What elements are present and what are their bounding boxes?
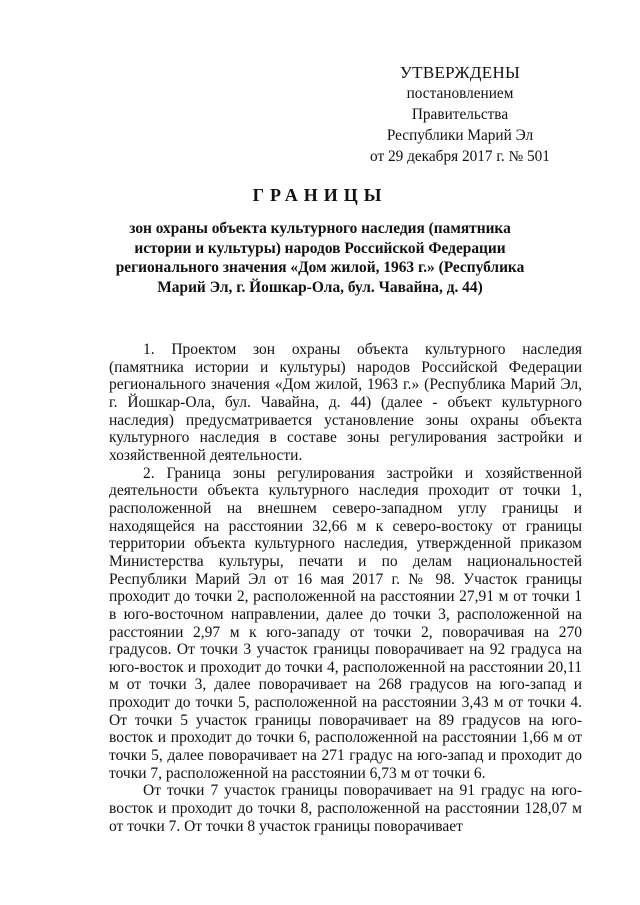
- document-heading: ГРАНИЦЫ: [252, 185, 388, 205]
- approval-line-resolution: постановлением Правительства: [406, 85, 514, 123]
- paragraph-3: От точки 7 участок границы поворачивает на 91 градус на юго-восток и проходит до точки 8, расположенной на расстоянии 128,07 м от точки 7. От точки 8 участок границы поворачивает: [109, 782, 582, 835]
- document-body: [109, 341, 582, 835]
- document-subtitle: зон охраны объекта культурного наследия (памятника истории и культуры) народов Российской Федерации регионального значения «Дом жилой, 1963 г.» (Республика Марий Эл, г. Йошкар-Ола, бул. Чавайна, д. 44): [115, 220, 525, 296]
- approval-line-government: Республики Марий Эл: [386, 127, 534, 144]
- approval-line-date-number: от 29 декабря 2017 г. № 501: [370, 148, 550, 165]
- approval-title: УТВЕРЖДЕНЫ: [399, 63, 521, 82]
- approval-block: [360, 62, 560, 167]
- paragraph-2: 2. Граница зоны регулирования застройки и хозяйственной деятельности объекта культурного наследия проходит от точки 1, расположенной на внешнем северо-западном углу границы и находящейся на расстоянии 32,66 м к северо-востоку от границы территории объекта культурного наследия, утвержденной приказом Министерства культуры, печати и по делам национальностей Республики Марий Эл от 16 мая 2017 г. № 98. Участок границы проходит до точки 2, расположенной на расстоянии 27,91 м от точки 1 в юго-восточном направлении, далее до точки 3, расположенной на расстоянии 2,97 м к юго-западу от точки 2, поворачивая на 270 градусов. От точки 3 участок границы поворачивает на 92 градуса на юго-восток и проходит до точки 4, расположенной на расстоянии 20,11 м от точки 3, далее поворачивает на 268 градусов на юго-запад и проходит до точки 5, расположенной на расстоянии 3,43 м от точки 4. От точки 5 участок границы поворачивает на 89 градусов на юго-восток и проходит до точки 6, расположенной на расстоянии 1,66 м от точки 5, далее поворачивает на 271 градус на юго-запад и проходит до точки 7, расположенной на расстоянии 6,73 м от точки 6.: [109, 464, 582, 782]
- paragraph-1: 1. Проектом зон охраны объекта культурного наследия (памятника истории и культуры) народов Российской Федерации регионального значения «Дом жилой, 1963 г.» (Республика Марий Эл, г. Йошкар-Ола, бул. Чавайна, д. 44) (далее - объект культурного наследия) предусматривается установление зоны охраны объекта культурного наследия в составе зоны регулирования застройки и хозяйственной деятельности.: [109, 341, 582, 464]
